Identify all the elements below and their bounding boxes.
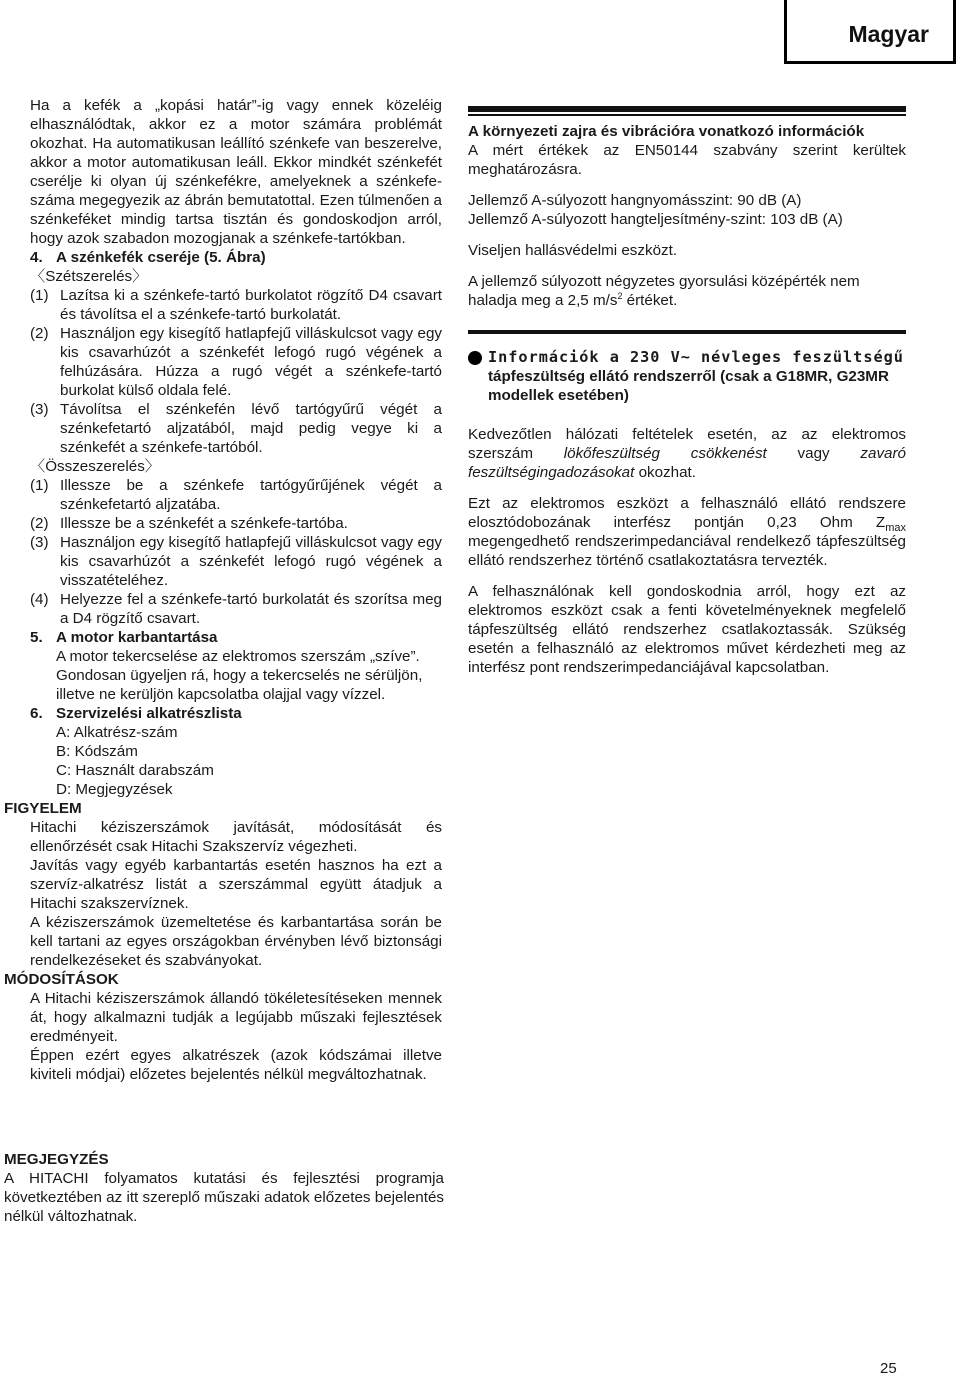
supply-paragraph: Kedvezőtlen hálózati feltételek esetén, az az elektromos szerszám lökőfeszültség csökkenést vagy zavaró feszültségingadozásokat okozhat. xyxy=(468,426,906,481)
user-responsibility-paragraph: A felhasználónak kell gondoskodnia arról, hogy ezt az elektromos eszközt csak a fenti követelményeknek megfelelő tápfeszültség ellátó rendszerhez csatlakoztassák. Szükség esetén a felhasználó az elektromos művet kérdezheti meg az interfész pont rendszerimpedanciájával kapcsolatban. xyxy=(468,583,906,676)
section-rule-thick xyxy=(468,106,906,112)
modositasok-paragraph: Éppen ezért egyes alkatrészek (azok kódszámai illetve kiviteli módjai) előzetes bejelentés nélkül megváltozhatnak. xyxy=(30,1047,442,1083)
assembly-step-2: (2) Illessze be a szénkefét a szénkefe-tartóba. xyxy=(30,515,348,532)
list-item: A: Alkatrész-szám xyxy=(56,724,178,741)
disassembly-title: 〈Szétszerelés〉 xyxy=(30,268,148,285)
bullet-icon xyxy=(468,351,482,365)
assembly-step-3: (3) Használjon egy kisegítő hatlapfejű villáskulcsot vagy egy kis csavarhúzót a szénkefét lefogó rugó végének a visszatételéhez. xyxy=(30,534,442,589)
disassembly-step-2: (2) Használjon egy kisegítő hatlapfejű villáskulcsot vagy egy kis csavarhúzót a szénkefét lefogó rugó végének a felhúzására. Húzza a rugó végét a szénkefe-tartó burkolat külső oldala felé. xyxy=(30,325,442,399)
parts-list xyxy=(30,723,442,799)
sound-power-level: Jellemző A-súlyozott hangteljesítmény-szint: 103 dB (A) xyxy=(468,211,843,228)
environment-heading: A környezeti zajra és vibrációra vonatkozó információk xyxy=(468,123,865,140)
environment-paragraph: A mért értékek az EN50144 szabvány szerint kerültek meghatározásra. xyxy=(468,142,906,178)
note-block xyxy=(4,1150,444,1226)
page-number: 25 xyxy=(880,1360,897,1377)
list-item: D: Megjegyzések xyxy=(56,781,173,798)
right-column xyxy=(468,96,906,677)
language-label: Magyar xyxy=(848,21,929,47)
section-5-body: A motor tekercselése az elektromos szerszám „szíve”. Gondosan ügyeljen rá, hogy a tekercselés ne sérüljön, illetve ne kerüljön kapcsolatba olajjal vagy vízzel. xyxy=(56,648,423,703)
disassembly-step-1: (1) Lazítsa ki a szénkefe-tartó burkolatot rögzítő D4 csavart és távolítsa el a szénkefe-tartó burkolatát. xyxy=(30,287,442,323)
modositasok-paragraph: A Hitachi kéziszerszámok állandó tökéletesítéseken mennek át, hogy alkalmazni tudják a legújabb műszaki fejlesztések eredményeit. xyxy=(30,990,442,1045)
assembly-step-1: (1) Illessze be a szénkefe tartógyűrűjének végét a szénkefetartó aljzatába. xyxy=(30,477,442,513)
list-item: B: Kódszám xyxy=(56,743,138,760)
sound-pressure-level: Jellemző A-súlyozott hangnyomásszint: 90 dB (A) xyxy=(468,192,802,209)
language-tab xyxy=(784,0,956,64)
assembly-title: 〈Összeszerelés〉 xyxy=(30,458,160,475)
note-body: A HITACHI folyamatos kutatási és fejlesztési programja következtében az itt szereplő műszaki adatok előzetes bejelentés nélkül változhatnak. xyxy=(4,1170,444,1225)
left-column xyxy=(4,96,442,1084)
figyelem-heading: FIGYELEM xyxy=(4,800,82,817)
disassembly-step-3: (3) Távolítsa el szénkefén lévő tartógyűrű végét a szénkefetartó aljzatából, majd pedig vegye ki a szénkefét a szénkefe-tartóból. xyxy=(30,401,442,456)
hearing-protection-note: Viseljen hallásvédelmi eszközt. xyxy=(468,242,678,259)
section-6-heading: 6. Szervizelési alkatrészlista xyxy=(30,705,242,722)
figyelem-paragraph: Javítás vagy egyéb karbantartás esetén hasznos ha ezt a szervíz-alkatrész listát a szerszámmal együtt átadjuk a Hitachi szakszervíznek. xyxy=(30,857,442,912)
intro-paragraph: Ha a kefék a „kopási határ”-ig vagy ennek közeléig elhasználódtak, akkor ez a motor számára problémát okozhat. Ha automatikusan leállító szénkefe van beszerelve, akkor a motor automatikusan leáll. Ekkor mindkét szénkefét cserélje ki olyan új szénkefékre, amelyeknek a szénkefe-száma megegyezik az ábrán bemutatottal. Ezen túlmenően a szénkeféket mindig tartsa tisztán és gondoskodjon arról, hogy azok szabadon mozogjanak a szénkefe-tartókban. xyxy=(30,97,442,247)
vibration-paragraph: A jellemző súlyozott négyzetes gyorsulási középérték nem haladja meg a 2,5 $m/s^2$ értéket. xyxy=(468,273,860,309)
list-item: C: Használt darabszám xyxy=(56,762,214,779)
impedance-paragraph: Ezt az elektromos eszközt a felhasználó ellátó rendszere elosztódobozának interfész pontján 0,23 Ohm $Z_{max}$ megengedhető rendszerimpedanciával rendelkező tápfeszültség ellátó rendszerhez történő csatlakoztatásra tervezték. xyxy=(468,495,906,569)
section-4-heading: 4. A szénkefék cseréje (5. Ábra) xyxy=(30,249,266,266)
figyelem-paragraph: A kéziszerszámok üzemeltetése és karbantartása során be kell tartani az egyes országokban érvényben lévő biztonsági rendelkezéseket és szabványokat. xyxy=(30,914,442,969)
section-5-heading: 5. A motor karbantartása xyxy=(30,629,218,646)
figyelem-paragraph: Hitachi kéziszerszámok javítását, módosítását és ellenőrzését csak Hitachi Szakszervíz végezheti. xyxy=(30,819,442,855)
supply-info-heading: Információk a 230 V~ névleges feszültségű tápfeszültség ellátó rendszerről (csak a G18MR, G23MR modellek esetében) xyxy=(468,348,906,405)
note-heading: MEGJEGYZÉS xyxy=(4,1151,109,1168)
modositasok-heading: MÓDOSÍTÁSOK xyxy=(4,971,119,988)
assembly-step-4: (4) Helyezze fel a szénkefe-tartó burkolatát és szorítsa meg a D4 rögzítő csavart. xyxy=(30,591,442,627)
